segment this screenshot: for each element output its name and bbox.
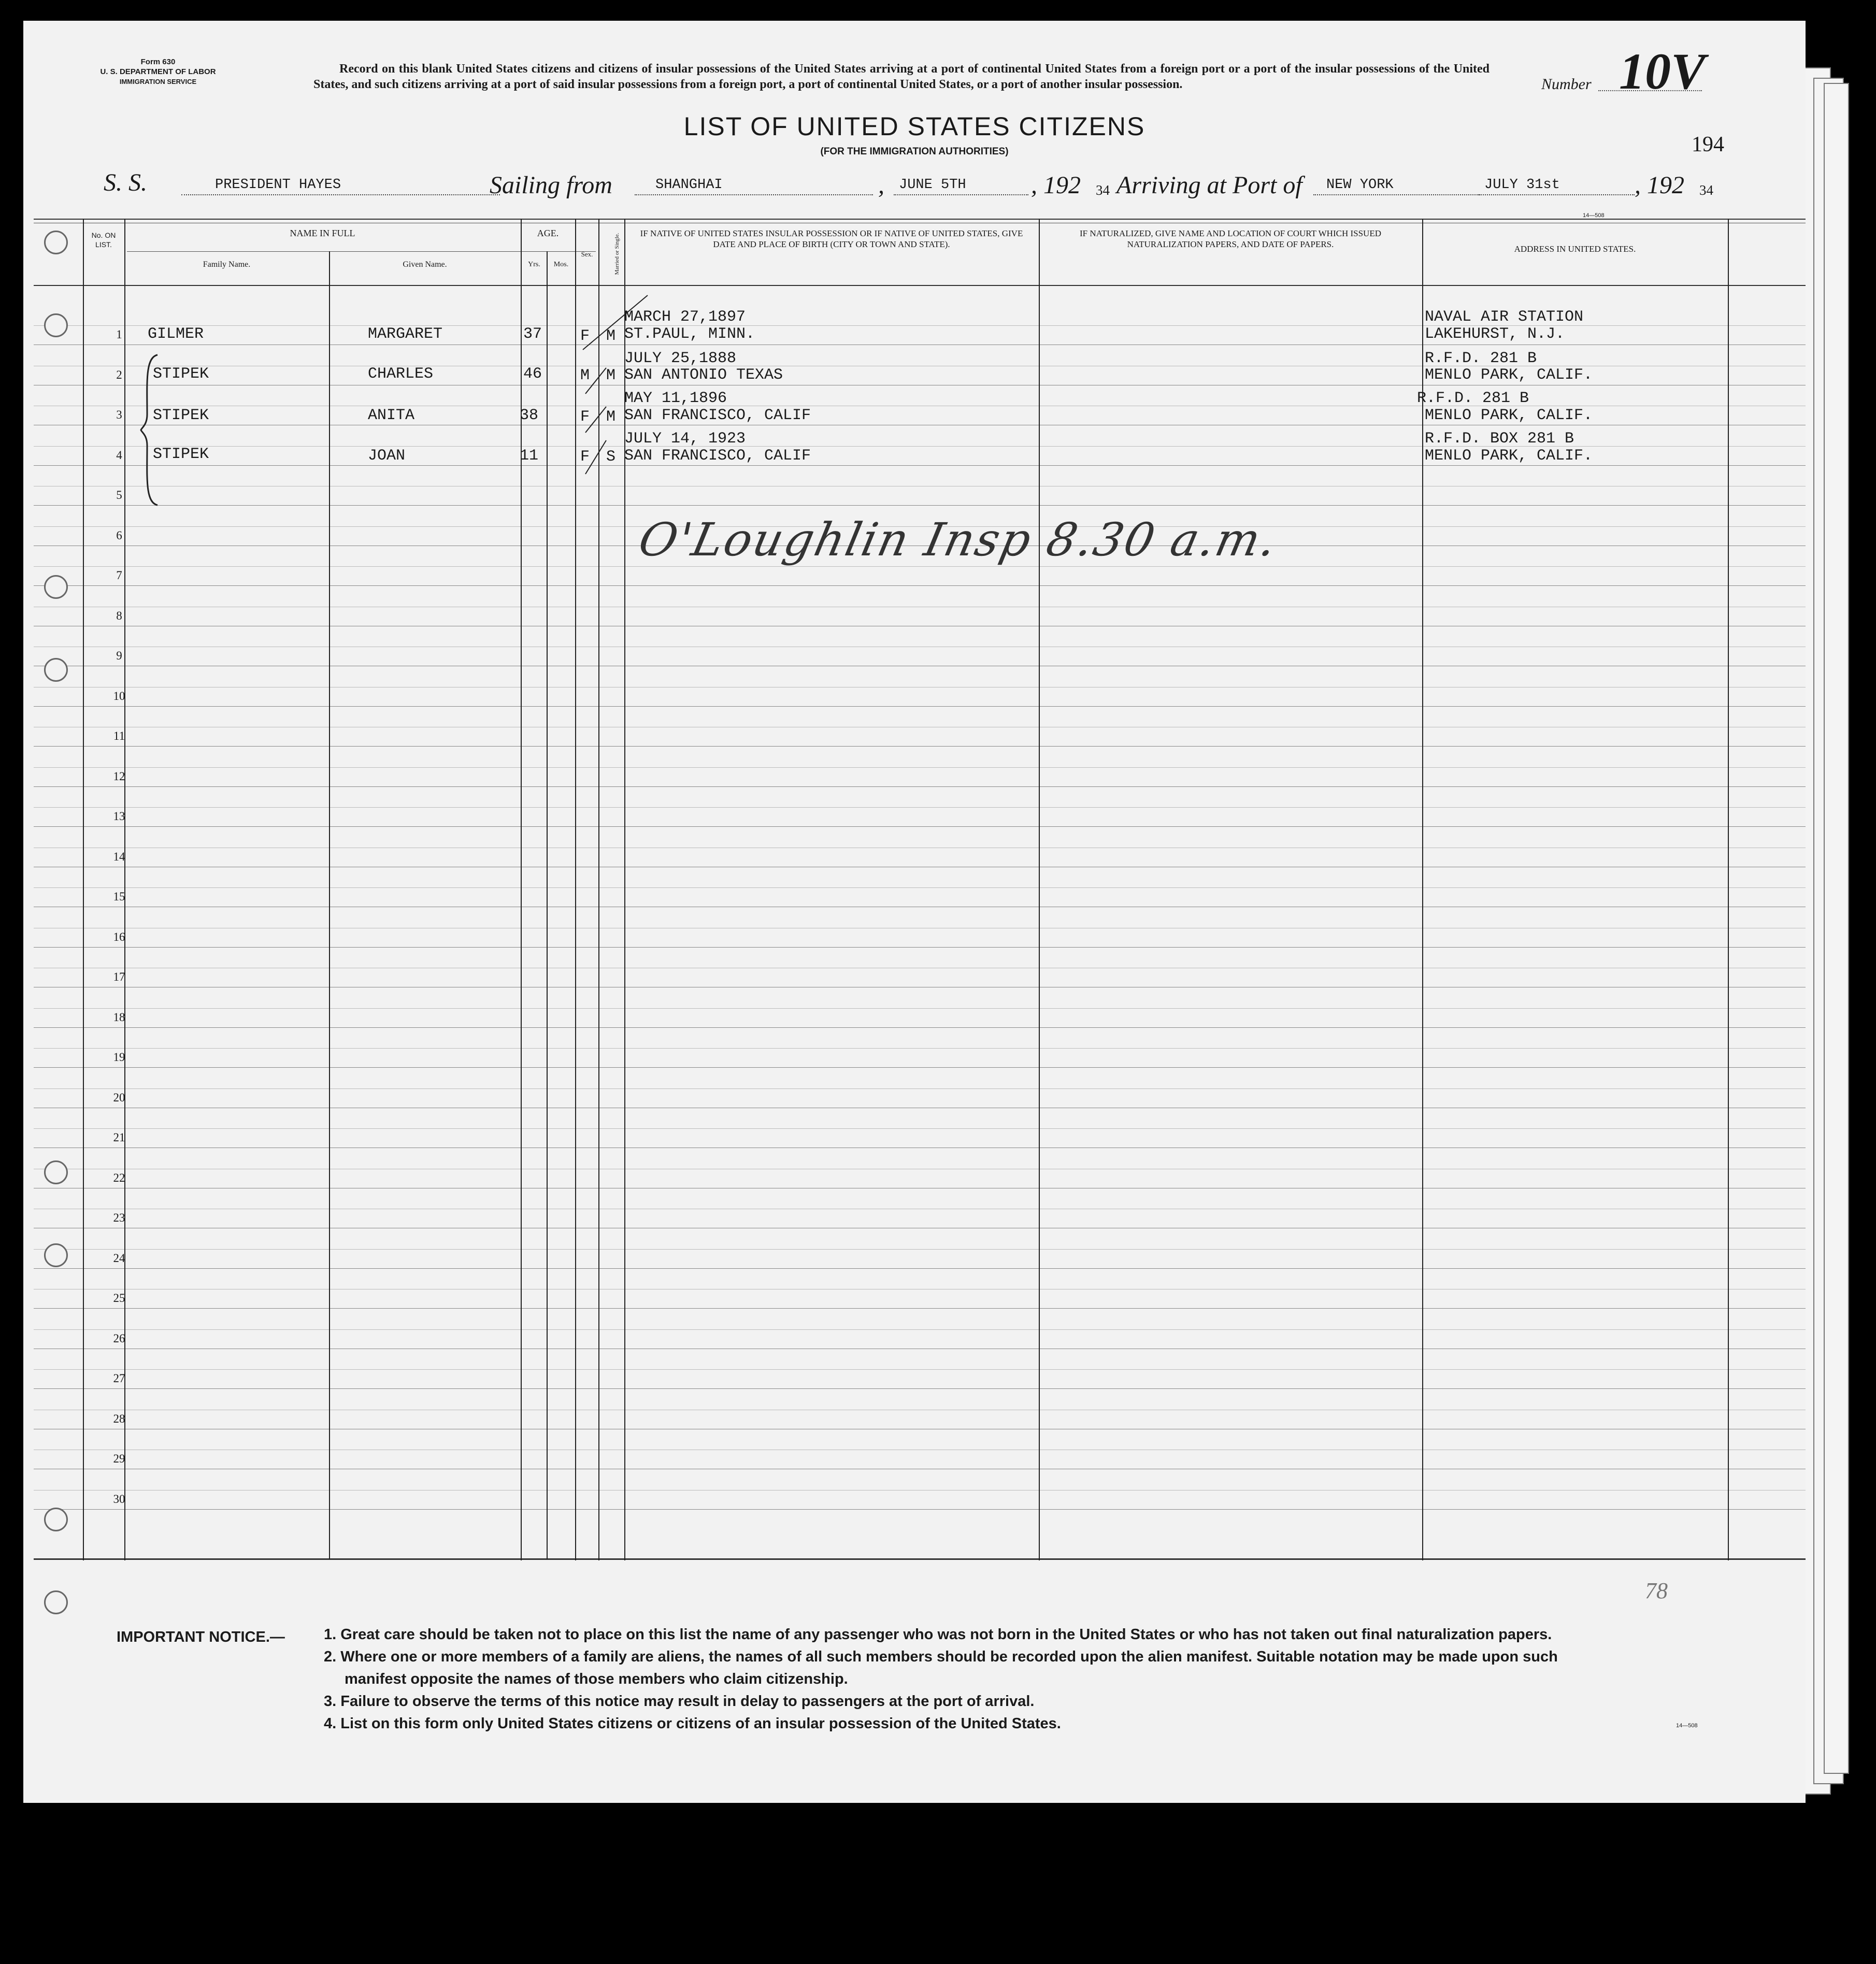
sail-date: JUNE 5TH (899, 177, 966, 193)
row-number: 14 (113, 850, 125, 863)
row-rule (34, 1027, 1806, 1028)
inspector-signature: O'Loughlin Insp 8.30 a.m. (634, 513, 1283, 566)
row-number: 3 (116, 408, 122, 421)
age-years: 37 (523, 325, 542, 343)
address-line-1: R.F.D. 281 B (1425, 350, 1537, 367)
row-number: 24 (113, 1251, 125, 1265)
header-age: AGE. (537, 228, 559, 238)
birth-date: JULY 14, 1923 (624, 430, 746, 448)
corner-code: 14—508 (1676, 1723, 1698, 1729)
row-number: 21 (113, 1131, 125, 1144)
arrive-year-prefix-text: 192 (1647, 171, 1684, 199)
birth-place: SAN FRANCISCO, CALIF (624, 407, 811, 424)
notice-item-4: 4. List on this form only United States citizens or citizens of an insular possession of the United States. (324, 1715, 1061, 1732)
age-years: 11 (520, 447, 539, 465)
address-line-1: R.F.D. BOX 281 B (1425, 430, 1574, 448)
row-rule (34, 887, 1806, 888)
row-rule (34, 767, 1806, 768)
number-value: 10V (1619, 42, 1706, 100)
row-rule (34, 1329, 1806, 1330)
manifest-page (23, 21, 1806, 1803)
marital-status: M (606, 367, 616, 384)
form-department: U. S. DEPARTMENT OF LABOR (100, 67, 216, 76)
row-number: 4 (116, 448, 122, 462)
punch-hole (44, 1590, 68, 1614)
row-rule (34, 505, 1806, 506)
row-number: 6 (116, 528, 122, 542)
sail-year-prefix (1031, 171, 1081, 199)
row-number: 26 (113, 1331, 125, 1345)
row-number: 22 (113, 1171, 125, 1184)
header-address: ADDRESS IN UNITED STATES. (1514, 244, 1636, 254)
sailing-label: Sailing from (490, 171, 612, 199)
address-line-1: NAVAL AIR STATION (1425, 308, 1584, 326)
header-naturalized: IF NATURALIZED, GIVE NAME AND LOCATION OF COURT WHICH ISSUED NATURALIZATION PAPERS, AND DATE OF PAPERS. (1079, 228, 1381, 249)
marital-status: M (606, 327, 616, 345)
birth-place: SAN FRANCISCO, CALIF (624, 447, 811, 465)
header-family: Family Name. (203, 260, 251, 269)
age-subheader-rule (521, 251, 575, 252)
col-divider-given (329, 251, 330, 1559)
row-rule (34, 465, 1806, 466)
row-number: 25 (113, 1292, 125, 1304)
arrive-date: JULY 31st (1484, 177, 1560, 193)
notice-item-2: 2. Where one or more members of a family are aliens, the names of all such members should be recorded upon the alien manifest. Suitable notation may be made upon such (324, 1648, 1558, 1665)
row-number: 10 (113, 689, 125, 703)
punch-hole (44, 1243, 68, 1267)
row-number: 18 (113, 1010, 125, 1024)
row-rule (34, 1369, 1806, 1370)
sail-year-prefix-text: 192 (1043, 171, 1081, 199)
row-number: 7 (116, 569, 122, 582)
family-name: STIPEK (153, 446, 209, 463)
row-number: 17 (113, 970, 125, 983)
header-no: No. ON LIST. (91, 231, 116, 249)
row-number: 19 (113, 1051, 125, 1064)
row-number: 9 (116, 649, 122, 662)
header-sex: Sex. (581, 250, 593, 258)
header-married: Married or Single. (614, 233, 620, 275)
stacked-page-edge (1824, 83, 1849, 1774)
ship-line (181, 194, 500, 195)
header-yrs: Yrs. (528, 261, 540, 268)
printer-code: 14—508 (1583, 212, 1605, 219)
header-bottom-rule (34, 285, 1806, 286)
family-name: STIPEK (153, 365, 209, 383)
row-rule (34, 1128, 1806, 1129)
row-rule (34, 746, 1806, 747)
header-birth: IF NATIVE OF UNITED STATES INSULAR POSSESSION OR IF NATIVE OF UNITED STATES, GIVE DATE AND PLACE OF BIRTH (CITY OR TOWN AND STATE). (640, 228, 1023, 249)
col-divider-naturalized (1039, 219, 1040, 1560)
punch-hole (44, 575, 68, 599)
address-line-1: R.F.D. 281 B (1417, 390, 1529, 407)
form-service: IMMIGRATION SERVICE (119, 78, 197, 85)
punch-hole (44, 313, 68, 337)
row-rule (34, 1067, 1806, 1068)
row-number: 30 (113, 1492, 125, 1506)
birth-date: MAY 11,1896 (624, 390, 727, 407)
row-number: 20 (113, 1091, 125, 1104)
notice-item-1: 1. Great care should be taken not to place on this list the name of any passenger who was not born in the United States or who has not taken out final naturalization papers. (324, 1626, 1552, 1643)
notice-item-3: 3. Failure to observe the terms of this notice may result in delay to passengers at the port of arrival. (324, 1693, 1035, 1710)
row-rule (34, 1308, 1806, 1309)
row-number: 12 (113, 769, 125, 783)
given-name: MARGARET (368, 325, 443, 343)
given-name: JOAN (368, 447, 406, 465)
ss-label: S. S. (104, 169, 147, 196)
row-rule (34, 1048, 1806, 1049)
row-number: 11 (113, 729, 125, 742)
row-number: 2 (116, 368, 122, 381)
row-number: 29 (113, 1452, 125, 1465)
margin-mark: 78 (1645, 1578, 1668, 1603)
arriving-label: Arriving at Port of (1116, 171, 1302, 199)
punch-hole (44, 658, 68, 682)
table-top-rule (34, 219, 1806, 220)
address-line-2: MENLO PARK, CALIF. (1425, 366, 1593, 384)
ship-name: PRESIDENT HAYES (215, 177, 341, 193)
row-number: 8 (116, 609, 122, 622)
from-port: SHANGHAI (655, 177, 723, 193)
row-number: 15 (113, 890, 125, 903)
number-label: Number (1541, 76, 1592, 93)
col-divider-address (1422, 219, 1423, 1560)
form-instructions: Record on this blank United States citizens and citizens of insular possessions of the United States arriving at a port of continental United States from a foreign port or a port of the insular possessions of the United States, and such citizens arriving at a port of said insular possessions from a foreign port, a port of continental United States, or a port of another insular possession. (313, 62, 1490, 91)
row-rule (34, 1249, 1806, 1250)
birth-place: SAN ANTONIO TEXAS (624, 366, 783, 384)
page-title: LIST OF UNITED STATES CITIZENS (683, 112, 1145, 141)
family-name: STIPEK (153, 407, 209, 424)
row-number: 1 (116, 328, 122, 341)
form-info (49, 57, 267, 87)
row-rule (34, 807, 1806, 808)
row-rule (34, 706, 1806, 707)
address-line-2: MENLO PARK, CALIF. (1425, 407, 1593, 424)
row-rule (34, 1088, 1806, 1089)
sex: M (580, 367, 590, 384)
row-number: 27 (113, 1372, 125, 1385)
table-bottom-rule (34, 1558, 1806, 1560)
row-number: 16 (113, 930, 125, 943)
row-rule (34, 947, 1806, 948)
sail-date-line (894, 194, 1028, 195)
col-divider-no (83, 219, 84, 1560)
birth-date: MARCH 27,1897 (624, 308, 746, 326)
sex: F (580, 408, 590, 426)
col-divider-right (1728, 219, 1729, 1560)
form-number: Form 630 (140, 58, 176, 66)
sex: F (580, 448, 590, 466)
row-rule (34, 566, 1806, 567)
punch-hole (44, 231, 68, 254)
row-number: 13 (113, 810, 125, 823)
notice-label: IMPORTANT NOTICE.— (117, 1629, 285, 1645)
address-line-2: MENLO PARK, CALIF. (1425, 447, 1593, 465)
marital-status: S (606, 448, 616, 466)
row-rule (34, 1008, 1806, 1009)
comma-2: , (1031, 171, 1043, 199)
sex: F (580, 327, 590, 345)
page-number: 194 (1692, 133, 1724, 156)
marital-status: M (606, 408, 616, 426)
page-subtitle: (FOR THE IMMIGRATION AUTHORITIES) (820, 146, 1009, 157)
arrive-year-prefix (1635, 171, 1684, 199)
notice-item-2-cont: manifest opposite the names of those members who claim citizenship. (345, 1671, 848, 1687)
row-number: 28 (113, 1412, 125, 1425)
comma-3: , (1635, 171, 1647, 199)
row-rule (34, 1268, 1806, 1269)
header-name-in-full: NAME IN FULL (290, 228, 355, 238)
from-line (635, 194, 873, 195)
to-line (1313, 194, 1479, 195)
row-number: 23 (113, 1211, 125, 1224)
col-divider-mos (547, 251, 548, 1559)
row-rule (34, 585, 1806, 586)
row-rule (34, 1509, 1806, 1510)
arrive-date-line (1479, 194, 1635, 195)
row-rule (34, 826, 1806, 827)
arrive-year-suffix: 34 (1699, 182, 1713, 198)
birth-place: ST.PAUL, MINN. (624, 325, 755, 343)
given-name: ANITA (368, 407, 415, 424)
birth-date: JULY 25,1888 (624, 350, 737, 367)
family-name: GILMER (148, 325, 204, 343)
address-line-2: LAKEHURST, N.J. (1425, 325, 1565, 343)
punch-hole (44, 1160, 68, 1184)
age-years: 38 (520, 407, 539, 424)
to-port: NEW YORK (1326, 177, 1394, 193)
header-mos: Mos. (553, 261, 569, 268)
row-number: 5 (116, 489, 122, 501)
punch-hole (44, 1508, 68, 1531)
sail-year-suffix: 34 (1096, 182, 1110, 198)
comma-1: , (878, 171, 884, 199)
row-rule (34, 786, 1806, 787)
row-rule (34, 1388, 1806, 1389)
age-years: 46 (523, 365, 542, 383)
header-given: Given Name. (403, 260, 447, 269)
given-name: CHARLES (368, 365, 434, 383)
